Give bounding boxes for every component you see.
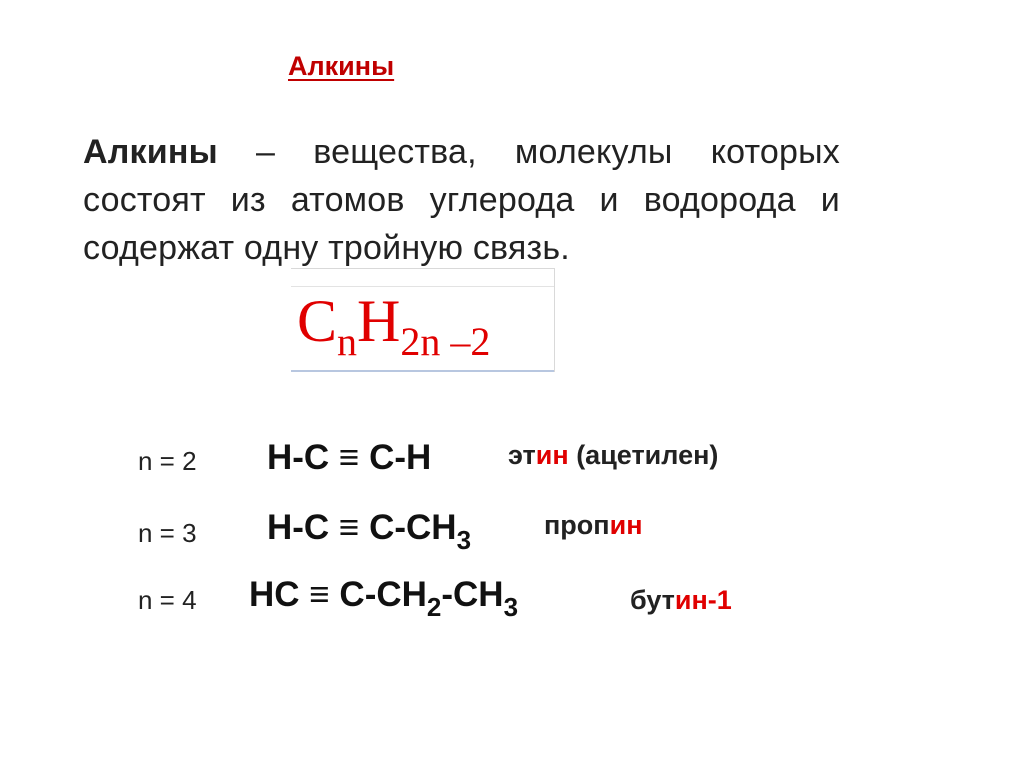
formula-hydrogen: H (357, 288, 401, 354)
name-root: бут (630, 585, 675, 615)
formula-text: H-C ≡ C-H (267, 438, 432, 477)
formula-carbon: C (297, 288, 338, 354)
formula-hydrogen-subscript: 2n –2 (400, 319, 491, 364)
example-name (630, 585, 732, 616)
general-formula (297, 286, 490, 363)
example-n-label: n = 4 (138, 585, 197, 615)
example-n-label: n = 3 (138, 518, 197, 548)
formula-text-continued: -CH (441, 575, 504, 614)
name-suffix: ин-1 (674, 585, 732, 615)
definition-term: Алкины (83, 133, 218, 171)
name-root: проп (544, 510, 610, 540)
definition-paragraph (83, 128, 840, 272)
formula-subscript: 3 (503, 592, 519, 622)
slide-title: Алкины (288, 51, 395, 81)
example-formula (267, 438, 431, 478)
example-formula (249, 575, 519, 622)
formula-subscript: 3 (456, 525, 472, 555)
formula-text: H-C ≡ C-CH (267, 508, 457, 547)
example-name (544, 510, 643, 541)
formula-carbon-subscript: n (337, 319, 358, 364)
name-suffix: ин (609, 510, 643, 540)
example-formula (267, 508, 472, 555)
example-name (508, 440, 718, 471)
name-rest: (ацетилен) (568, 440, 719, 470)
definition-text: – вещества, молекулы которых состоят из атомов углерода и водорода и содержат одну тройную связь. (83, 133, 840, 267)
name-root: эт (508, 440, 536, 470)
name-suffix: ин (535, 440, 569, 470)
example-n-label: n = 2 (138, 446, 197, 476)
formula-subscript: 2 (426, 592, 442, 622)
formula-text: HC ≡ C-CH (249, 575, 427, 614)
